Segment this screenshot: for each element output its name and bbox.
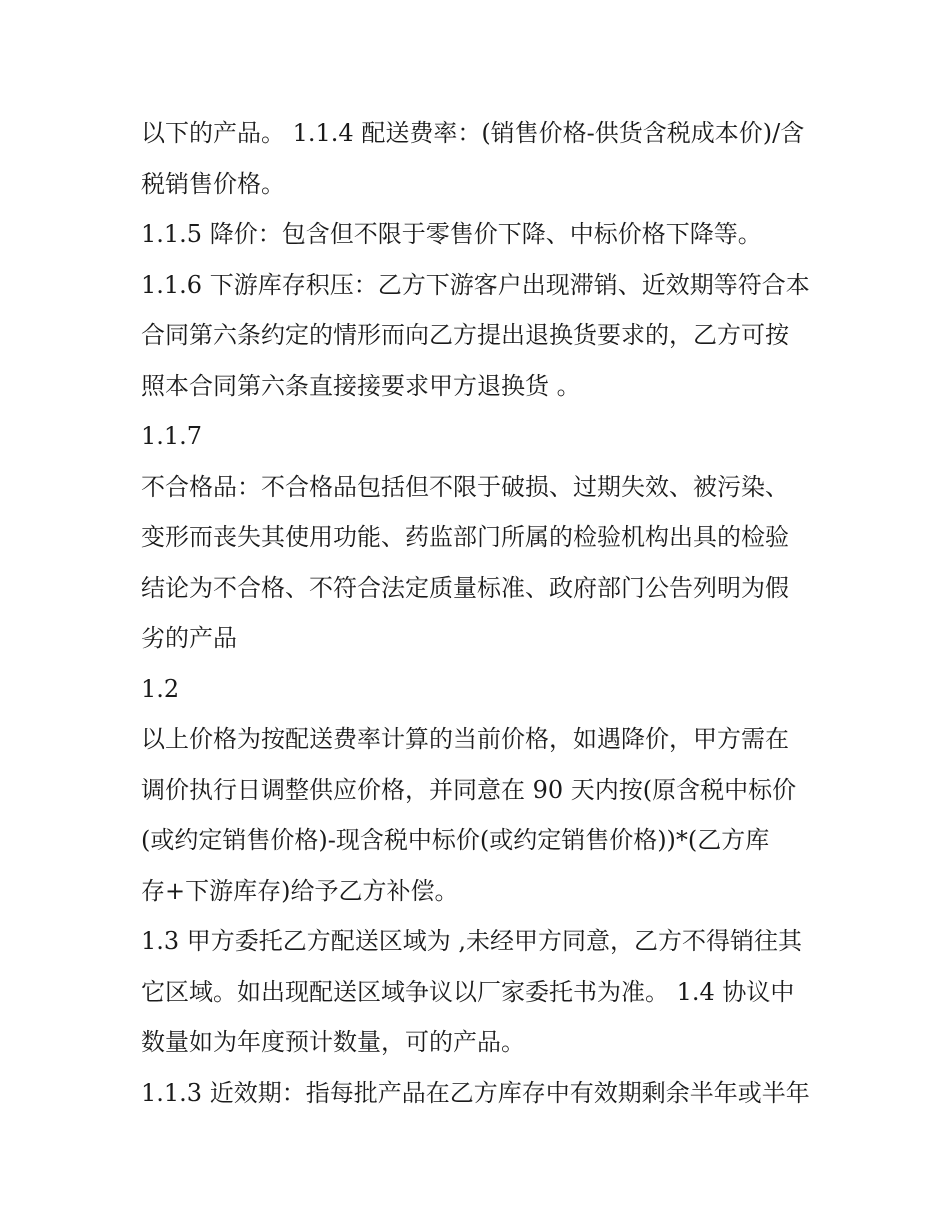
- text-line-5: 合同第六条约定的情形而向乙方提出退换货要求的，乙方可按: [141, 321, 789, 349]
- text-line-9: 变形而丧失其使用功能、药监部门所属的检验机构出具的检验: [141, 523, 789, 551]
- text-line-11: 劣的产品: [141, 624, 237, 652]
- text-line-13: 以上价格为按配送费率计算的当前价格，如遇降价，甲方需在: [141, 725, 789, 753]
- text-line-19: 数量如为年度预计数量，可的产品。: [141, 1028, 525, 1056]
- text-line-6: 照本合同第六条直接接要求甲方退换货 。: [141, 371, 581, 400]
- text-line-4: 1.1.6 下游库存积压：乙方下游客户出现滞销、近效期等符合本: [141, 270, 810, 299]
- document-body: [141, 108, 821, 1118]
- text-line-20: 1.1.3 近效期：指每批产品在乙方库存中有效期剩余半年或半年: [141, 1078, 810, 1107]
- text-line-2: 税销售价格。: [141, 169, 285, 198]
- text-line-3: 1.1.5 降价：包含但不限于零售价下降、中标价格下降等。: [141, 220, 762, 248]
- text-line-16: 存+下游库存)给予乙方补偿。: [141, 876, 459, 905]
- text-line-10: 结论为不合格、不符合法定质量标准、政府部门公告列明为假: [141, 573, 789, 602]
- text-line-1: 以下的产品。 1.1.4 配送费率：(销售价格-供货含税成本价)/含: [141, 119, 805, 147]
- text-line-7: 1.1.7: [141, 422, 203, 450]
- text-line-17: 1.3 甲方委托乙方配送区域为 ,未经甲方同意，乙方不得销往其: [141, 927, 803, 955]
- text-line-12: 1.2: [141, 674, 180, 703]
- text-line-15: (或约定销售价格)-现含税中标价(或约定销售价格))*(乙方库: [141, 826, 770, 854]
- text-line-8: 不合格品：不合格品包括但不限于破损、过期失效、被污染、: [141, 472, 789, 501]
- text-line-14: 调价执行日调整供应价格，并同意在 90 天内按(原含税中标价: [141, 775, 797, 804]
- text-line-18: 它区域。如出现配送区域争议以厂家委托书为准。 1.4 协议中: [141, 977, 795, 1006]
